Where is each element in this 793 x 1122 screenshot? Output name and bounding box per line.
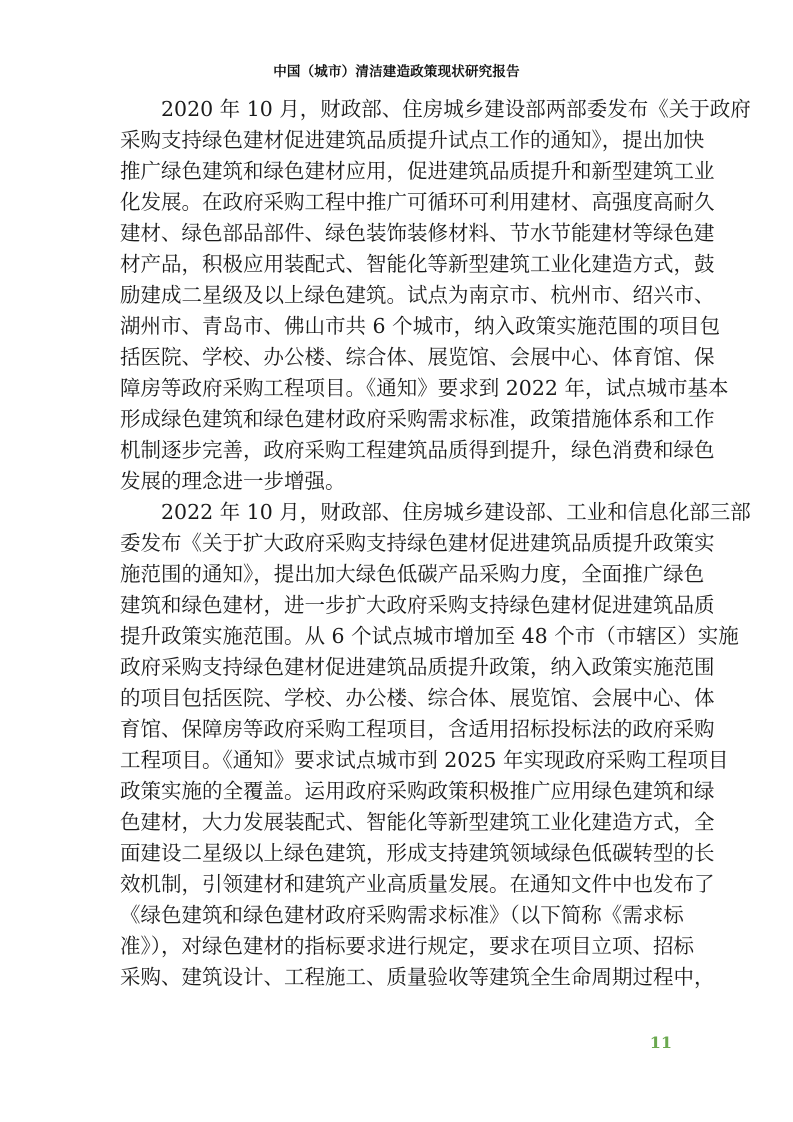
paragraph-2 <box>120 497 751 993</box>
text-line: 提升政策实施范围。从 6 个试点城市增加至 48 个市（市辖区）实施 <box>120 624 739 648</box>
text-line: 障房等政府采购工程项目。《通知》要求到 2022 年，试点城市基本 <box>120 376 729 400</box>
text-line: 2020 年 10 月，财政部、住房城乡建设部两部委发布《关于政府 <box>161 97 751 121</box>
text-line: 发展的理念进一步增强。 <box>120 469 346 493</box>
text-line: 机制逐步完善，政府采购工程建筑品质得到提升，绿色消费和绿色 <box>120 438 715 462</box>
text-line: 建筑和绿色建材，进一步扩大政府采购支持绿色建材促进建筑品质 <box>120 593 715 617</box>
text-line: 括医院、学校、办公楼、综合体、展览馆、会展中心、体育馆、保 <box>120 345 715 369</box>
text-line: 育馆、保障房等政府采购工程项目，含适用招标投标法的政府采购 <box>120 717 715 741</box>
text-line: 准》），对绿色建材的指标要求进行规定，要求在项目立项、招标 <box>120 934 694 958</box>
text-line: 化发展。在政府采购工程中推广可循环可利用建材、高强度高耐久 <box>120 190 715 214</box>
text-line: 2022 年 10 月，财政部、住房城乡建设部、工业和信息化部三部 <box>161 500 751 524</box>
text-line: 湖州市、青岛市、佛山市共 6 个城市，纳入政策实施范围的项目包 <box>120 314 721 338</box>
text-line: 施范围的通知》，提出加大绿色低碳产品采购力度，全面推广绿色 <box>120 562 705 586</box>
text-line: 工程项目。《通知》要求试点城市到 2025 年实现政府采购工程项目 <box>120 748 729 772</box>
text-line: 的项目包括医院、学校、办公楼、综合体、展览馆、会展中心、体 <box>120 686 715 710</box>
text-line: 材产品，积极应用装配式、智能化等新型建筑工业化建造方式，鼓 <box>120 252 715 276</box>
text-line: 采购、建筑设计、工程施工、质量验收等建筑全生命周期过程中， <box>120 965 715 989</box>
text-line: 政策实施的全覆盖。运用政府采购政策积极推广应用绿色建筑和绿 <box>120 779 715 803</box>
text-line: 《绿色建筑和绿色建材政府采购需求标准》（以下简称《需求标 <box>120 903 684 927</box>
text-line: 建材、绿色部品部件、绿色装饰装修材料、节水节能建材等绿色建 <box>120 221 715 245</box>
paragraph-1 <box>120 94 751 497</box>
text-line: 形成绿色建筑和绿色建材政府采购需求标准，政策措施体系和工作 <box>120 407 715 431</box>
text-line: 面建设二星级以上绿色建筑，形成支持建筑领域绿色低碳转型的长 <box>120 841 715 865</box>
text-line: 励建成二星级及以上绿色建筑。试点为南京市、杭州市、绍兴市、 <box>120 283 715 307</box>
page-header-title: 中国（城市）清洁建造政策现状研究报告 <box>273 64 520 80</box>
text-line: 色建材，大力发展装配式、智能化等新型建筑工业化建造方式，全 <box>120 810 715 834</box>
page-number: 11 <box>649 1033 672 1052</box>
text-line: 推广绿色建筑和绿色建材应用，促进建筑品质提升和新型建筑工业 <box>120 159 715 183</box>
body-text <box>120 94 751 993</box>
text-line: 政府采购支持绿色建材促进建筑品质提升政策，纳入政策实施范围 <box>120 655 715 679</box>
text-line: 效机制，引领建材和建筑产业高质量发展。在通知文件中也发布了 <box>120 872 715 896</box>
text-line: 委发布《关于扩大政府采购支持绿色建材促进建筑品质提升政策实 <box>120 531 715 555</box>
text-line: 采购支持绿色建材促进建筑品质提升试点工作的通知》，提出加快 <box>120 128 705 152</box>
